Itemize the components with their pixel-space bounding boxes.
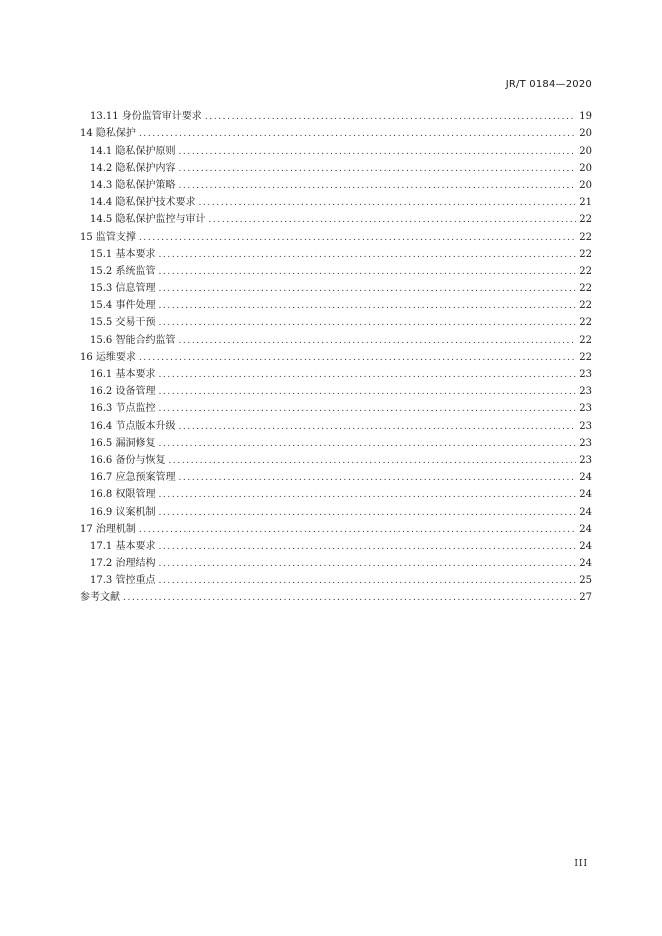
toc-leader-dots [158, 386, 576, 398]
toc-leader-dots [123, 592, 576, 604]
toc-entry-page: 22 [579, 351, 592, 363]
toc-entry-title: 15.3 信息管理 [90, 283, 156, 295]
toc-entry-page: 27 [579, 592, 592, 604]
toc-leader-dots [178, 146, 576, 158]
toc-entry[interactable] [80, 175, 592, 192]
toc-entry-page: 22 [579, 265, 592, 277]
toc-entry[interactable] [80, 536, 592, 553]
toc-leader-dots [178, 335, 576, 347]
toc-entry[interactable] [80, 484, 592, 501]
toc-entry[interactable] [80, 192, 592, 209]
toc-entry[interactable] [80, 312, 592, 329]
toc-entry-page: 20 [579, 128, 592, 140]
toc-entry-page: 23 [579, 454, 592, 466]
toc-entry-page: 24 [579, 489, 592, 501]
toc-entry-page: 23 [579, 437, 592, 449]
toc-entry-title: 13.11 身份监管审计要求 [90, 111, 202, 123]
toc-entry-page: 20 [579, 145, 592, 157]
toc-entry-page: 21 [579, 197, 592, 209]
toc-entry[interactable] [80, 570, 592, 587]
document-code: JR/T 0184—2020 [505, 79, 592, 90]
toc-leader-dots [208, 214, 576, 226]
toc-entry[interactable] [80, 244, 592, 261]
toc-entry-page: 22 [579, 283, 592, 295]
toc-leader-dots [158, 283, 576, 295]
toc-entry[interactable] [80, 261, 592, 278]
toc-entry-page: 23 [579, 386, 592, 398]
toc-leader-dots [158, 317, 576, 329]
toc-leader-dots [139, 128, 576, 140]
toc-entry-page: 20 [579, 179, 592, 191]
toc-entry-page: 24 [579, 558, 592, 570]
toc-entry-title: 14.4 隐私保护技术要求 [90, 197, 196, 209]
toc-entry[interactable] [80, 381, 592, 398]
toc-entry-title: 16.1 基本要求 [90, 369, 156, 380]
toc-entry-title: 15.6 智能合约监管 [90, 334, 176, 346]
toc-entry[interactable] [80, 226, 592, 243]
toc-leader-dots [158, 541, 576, 553]
toc-leader-dots [158, 369, 576, 381]
toc-entry-page: 25 [579, 575, 592, 587]
toc-entry[interactable] [80, 364, 592, 381]
toc-entry-title: 17.2 治理结构 [90, 558, 156, 570]
toc-entry[interactable] [80, 553, 592, 570]
toc-leader-dots [158, 249, 576, 261]
toc-entry-title: 16.6 备份与恢复 [90, 454, 166, 466]
toc-entry[interactable] [80, 450, 592, 467]
toc-entry[interactable] [80, 587, 592, 604]
toc-entry[interactable] [80, 415, 592, 432]
toc-entry[interactable] [80, 398, 592, 415]
toc-entry-title: 14 隐私保护 [80, 128, 136, 140]
toc-entry-title: 15 监管支撑 [80, 231, 136, 243]
toc-entry-title: 17.1 基本要求 [90, 540, 156, 552]
toc-leader-dots [158, 266, 576, 278]
toc-leader-dots [158, 575, 576, 587]
toc-entry[interactable] [80, 433, 592, 450]
toc-entry-title: 16.8 权限管理 [90, 489, 156, 501]
toc-entry[interactable] [80, 329, 592, 346]
toc-entry[interactable] [80, 209, 592, 226]
toc-entry-title: 16.2 设备管理 [90, 386, 156, 398]
toc-leader-dots [139, 232, 576, 244]
toc-entry-page: 22 [579, 317, 592, 329]
toc-leader-dots [158, 558, 576, 570]
toc-entry-page: 23 [579, 420, 592, 432]
toc-entry-page: 22 [579, 334, 592, 346]
toc-entry-title: 15.2 系统监管 [90, 265, 156, 277]
toc-leader-dots [158, 438, 576, 450]
toc-leader-dots [178, 421, 576, 433]
toc-leader-dots [139, 352, 576, 364]
toc-entry[interactable] [80, 140, 592, 157]
toc-entry-title: 17 治理机制 [80, 523, 136, 535]
toc-entry-page: 22 [579, 231, 592, 243]
toc-entry-title: 14.3 隐私保护策略 [90, 179, 176, 191]
toc-entry[interactable] [80, 278, 592, 295]
toc-entry-page: 24 [579, 540, 592, 552]
toc-entry-page: 23 [579, 403, 592, 415]
toc-entry[interactable] [80, 347, 592, 364]
toc-entry-title: 14.5 隐私保护监控与审计 [90, 214, 206, 226]
toc-leader-dots [158, 489, 576, 501]
toc-entry-page: 24 [579, 523, 592, 535]
toc-entry-title: 16.4 节点版本升级 [90, 420, 176, 432]
toc-leader-dots [178, 472, 576, 484]
toc-leader-dots [158, 507, 576, 519]
toc-leader-dots [158, 300, 576, 312]
toc-entry-title: 16.5 漏洞修复 [90, 437, 156, 449]
toc-entry-page: 20 [579, 162, 592, 174]
toc-entry-page: 24 [579, 472, 592, 484]
toc-entry-page: 19 [579, 111, 592, 123]
toc-entry[interactable] [80, 295, 592, 312]
toc-entry-title: 16.3 节点监控 [90, 403, 156, 415]
toc-leader-dots [139, 524, 576, 536]
toc-entry[interactable] [80, 106, 592, 123]
toc-entry-title: 14.2 隐私保护内容 [90, 162, 176, 174]
toc-entry[interactable] [80, 467, 592, 484]
toc-entry-title: 16.9 议案机制 [90, 506, 156, 518]
toc-entry-title: 15.1 基本要求 [90, 248, 156, 260]
toc-leader-dots [178, 180, 576, 192]
toc-leader-dots [158, 403, 576, 415]
table-of-contents [80, 106, 592, 604]
toc-entry-title: 16 运维要求 [80, 351, 136, 363]
toc-entry[interactable] [80, 519, 592, 536]
toc-entry-title: 14.1 隐私保护原则 [90, 145, 176, 157]
toc-leader-dots [205, 111, 576, 123]
toc-entry-page: 22 [579, 300, 592, 312]
toc-entry-page: 22 [579, 214, 592, 226]
toc-leader-dots [168, 455, 576, 467]
toc-leader-dots [178, 163, 576, 175]
toc-entry-page: 24 [579, 506, 592, 518]
toc-entry-title: 16.7 应急预案管理 [90, 472, 176, 484]
toc-entry-title: 17.3 管控重点 [90, 575, 156, 587]
toc-entry-title: 15.4 事件处理 [90, 300, 156, 312]
toc-entry[interactable] [80, 123, 592, 140]
toc-entry-page: 22 [579, 248, 592, 260]
toc-leader-dots [198, 197, 576, 209]
toc-entry[interactable] [80, 158, 592, 175]
toc-entry-title: 参考文献 [80, 592, 120, 604]
toc-entry[interactable] [80, 501, 592, 518]
toc-entry-title: 15.5 交易干预 [90, 317, 156, 329]
toc-entry-page: 23 [579, 369, 592, 380]
page-number: III [574, 859, 588, 869]
